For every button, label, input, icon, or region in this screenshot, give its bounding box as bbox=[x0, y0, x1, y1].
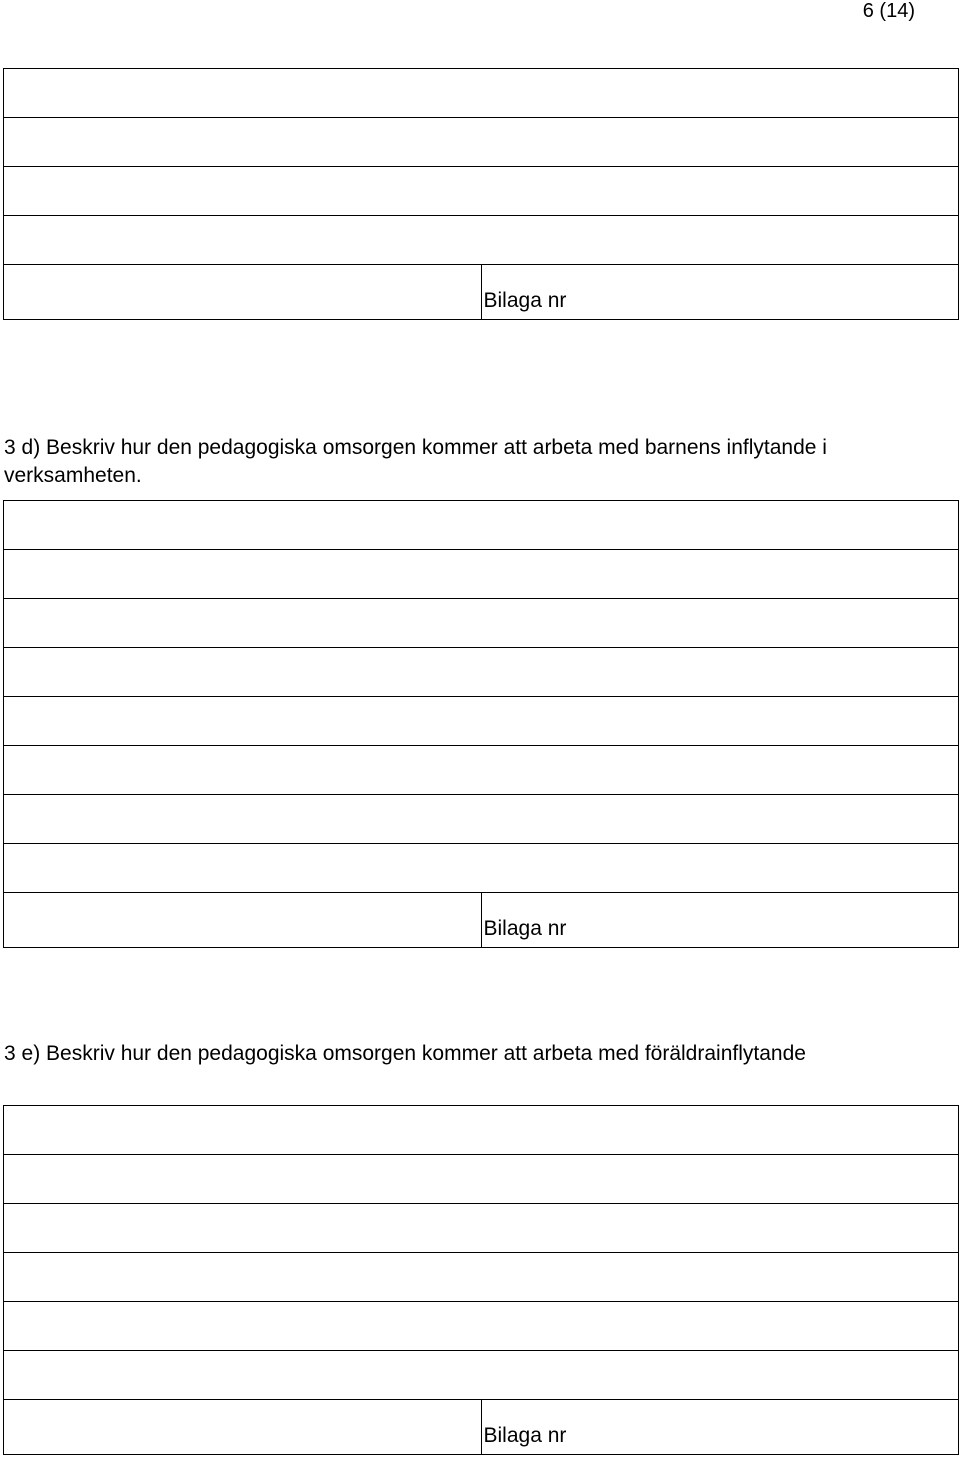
answer-line[interactable] bbox=[4, 844, 959, 893]
answer-line[interactable] bbox=[4, 1204, 959, 1253]
answer-line[interactable] bbox=[4, 746, 959, 795]
answer-line[interactable] bbox=[4, 1400, 482, 1455]
answer-line[interactable] bbox=[4, 599, 959, 648]
bilaga-field[interactable] bbox=[481, 893, 959, 948]
bilaga-label: Bilaga nr bbox=[483, 289, 567, 312]
answer-table-3e bbox=[3, 1105, 959, 1455]
answer-line[interactable] bbox=[4, 265, 482, 320]
answer-line[interactable] bbox=[4, 1302, 959, 1351]
bilaga-label: Bilaga nr bbox=[483, 1424, 567, 1447]
answer-line[interactable] bbox=[4, 69, 959, 118]
question-3e: 3 e) Beskriv hur den pedagogiska omsorgen kommer att arbeta med föräldrainflytande bbox=[4, 1042, 806, 1065]
answer-line[interactable] bbox=[4, 1351, 959, 1400]
answer-line[interactable] bbox=[4, 648, 959, 697]
question-3d: 3 d) Beskriv hur den pedagogiska omsorgen kommer att arbeta med barnens inflytande i verksamheten. bbox=[4, 436, 827, 487]
answer-line[interactable] bbox=[4, 550, 959, 599]
answer-line[interactable] bbox=[4, 1253, 959, 1302]
answer-table-3c bbox=[3, 68, 959, 320]
answer-line[interactable] bbox=[4, 216, 959, 265]
answer-line[interactable] bbox=[4, 893, 482, 948]
page-number: 6 (14) bbox=[862, 0, 915, 22]
answer-line[interactable] bbox=[4, 795, 959, 844]
bilaga-field[interactable] bbox=[481, 265, 959, 320]
answer-table-3d bbox=[3, 500, 959, 948]
answer-line[interactable] bbox=[4, 697, 959, 746]
answer-line[interactable] bbox=[4, 167, 959, 216]
answer-line[interactable] bbox=[4, 118, 959, 167]
bilaga-field[interactable] bbox=[481, 1400, 959, 1455]
answer-line[interactable] bbox=[4, 1106, 959, 1155]
answer-line[interactable] bbox=[4, 1155, 959, 1204]
bilaga-label: Bilaga nr bbox=[483, 917, 567, 940]
answer-line[interactable] bbox=[4, 501, 959, 550]
